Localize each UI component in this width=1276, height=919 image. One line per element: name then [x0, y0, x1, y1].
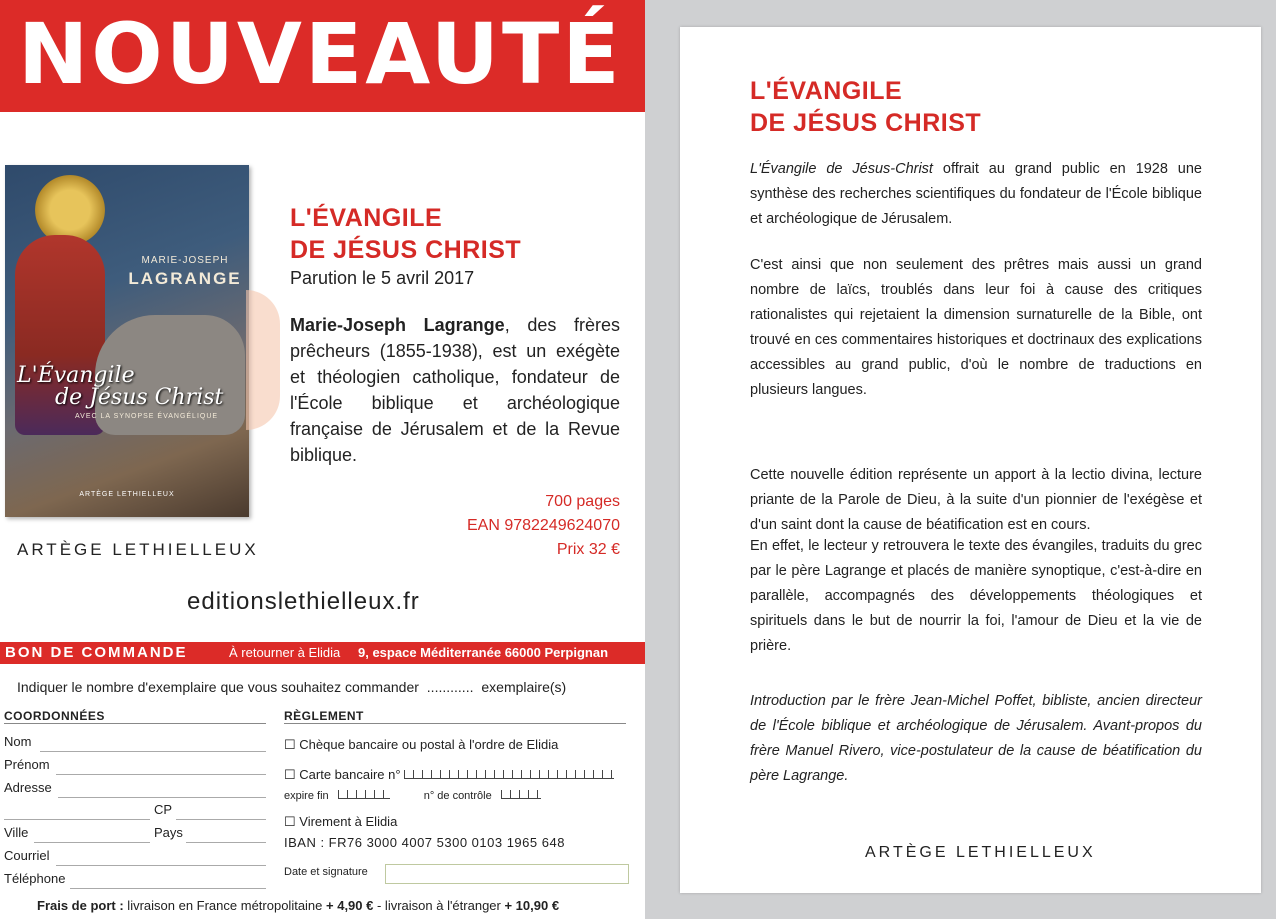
quantity-input[interactable]: ............ — [426, 679, 474, 695]
signature-field[interactable] — [385, 864, 629, 884]
adresse-field-line2[interactable] — [4, 818, 150, 820]
page-count: 700 pages — [545, 493, 620, 510]
paragraph-1 — [750, 157, 1202, 232]
publisher-logo-right: ARTÈGE LETHIELLEUX — [865, 844, 1096, 861]
cheque-option[interactable]: ☐ Chèque bancaire ou postal à l'ordre de Elidia — [284, 737, 559, 752]
controle-label: n° de contrôle — [423, 790, 492, 802]
frais-france: livraison en France métropolitaine — [123, 898, 327, 913]
author-name: Marie-Joseph Lagrange — [290, 315, 505, 335]
book-cover — [5, 165, 249, 517]
quantity-line — [17, 679, 566, 695]
coordonnees-heading: COORDONNÉES — [4, 709, 266, 724]
carte-option[interactable] — [284, 767, 614, 783]
frais-sep: - livraison à l'étranger — [373, 898, 505, 913]
author-bio: , des frères prêcheurs (1855-1938), est un exégète et théologien catholique, fondateur de l'École biblique et archéologique française de Jérusalem et de la Revue biblique. — [290, 315, 620, 465]
right-title — [750, 75, 981, 139]
paragraph-1-body: offrait au grand public en 1928 une synthèse des recherches scientifiques du fondateur de l'École biblique et archéologique de Jérusalem. — [750, 161, 1202, 227]
expiry-field[interactable] — [338, 790, 390, 799]
decorative-accent — [246, 290, 280, 430]
website-link[interactable]: editionslethielleux.fr — [187, 588, 420, 615]
reglement-heading: RÈGLEMENT — [284, 709, 626, 724]
ville-label: Ville — [4, 825, 29, 840]
nouveaute-banner — [0, 0, 645, 112]
cover-title-line1: L'Évangile — [17, 363, 135, 388]
prenom-field[interactable] — [56, 773, 266, 775]
telephone-label: Téléphone — [4, 871, 66, 886]
frais-label: Frais de port : — [37, 898, 124, 913]
expiry-row — [284, 790, 541, 802]
paragraph-5: Introduction par le frère Jean-Michel Poffet, bibliste, ancien directeur de l'École biblique et archéologique de Jérusalem. Avant-propos du frère Manuel Rivero, vice-postulateur de la cause de béatification du père Lagrange. — [750, 693, 1202, 784]
nom-field[interactable] — [40, 750, 266, 752]
shipping-fees — [37, 898, 559, 913]
paragraph-4: En effet, le lecteur y retrouvera le texte des évangiles, traduits du grec par le père Lagrange et placés de manière synoptique, c'est-à-dire en parallèle, accompagnés des développements théologiques et spirituels dans le but de nourrir la foi, l'amour de Dieu et la vie de prière. — [750, 538, 1202, 654]
banner-title: NOUVEAUTÉ — [18, 5, 623, 103]
quantity-label: Indiquer le nombre d'exemplaire que vous souhaitez commander — [17, 679, 419, 695]
right-title-line1: L'ÉVANGILE — [750, 77, 903, 105]
adresse-label: Adresse — [4, 780, 52, 795]
order-form-title: BON DE COMMANDE — [5, 644, 188, 661]
right-title-line2: DE JÉSUS CHRIST — [750, 109, 982, 137]
ville-field[interactable] — [34, 841, 150, 843]
expire-label: expire fin — [284, 790, 329, 802]
telephone-field[interactable] — [70, 887, 266, 889]
parution-date: Parution le 5 avril 2017 — [290, 268, 475, 288]
order-address: 9, espace Méditerranée 66000 Perpignan — [358, 645, 609, 660]
pays-field[interactable] — [186, 841, 266, 843]
publisher-logo: ARTÈGE LETHIELLEUX — [17, 540, 259, 559]
prenom-label: Prénom — [4, 757, 50, 772]
virement-option[interactable]: ☐ Virement à Elidia — [284, 814, 398, 829]
cover-publisher: ARTÈGE LETHIELLEUX — [79, 491, 175, 498]
frais-etranger-price: + 10,90 € — [504, 898, 560, 913]
book-title-line2: DE JÉSUS CHRIST — [290, 236, 522, 264]
signature-label: Date et signature — [284, 866, 368, 878]
cover-title-line2: de Jésus Christ — [55, 385, 224, 410]
courriel-field[interactable] — [56, 864, 266, 866]
card-number-field[interactable] — [404, 770, 614, 779]
pays-label: Pays — [154, 825, 183, 840]
cp-field[interactable] — [176, 818, 266, 820]
book-specs — [467, 490, 620, 562]
book-title — [290, 202, 521, 266]
book-title-line1: L'ÉVANGILE — [290, 204, 443, 232]
courriel-label: Courriel — [4, 848, 50, 863]
right-page — [680, 27, 1261, 893]
cover-author-first: MARIE-JOSEPH — [141, 255, 229, 266]
frais-france-price: + 4,90 € — [326, 898, 374, 913]
cp-label: CP — [154, 802, 173, 817]
ean-code: EAN 9782249624070 — [466, 517, 620, 534]
cvv-field[interactable] — [501, 790, 541, 799]
author-description — [290, 312, 620, 468]
iban-text: IBAN : FR76 3000 4007 5300 0103 1965 648 — [284, 835, 565, 850]
paragraph-1-title: L'Évangile de Jésus-Christ — [750, 161, 933, 177]
cover-subtitle: AVEC LA SYNOPSE ÉVANGÉLIQUE — [75, 413, 219, 420]
order-form-header — [0, 642, 645, 664]
price: Prix 32 € — [556, 541, 620, 558]
adresse-field[interactable] — [58, 796, 266, 798]
paragraph-3: Cette nouvelle édition représente un apport à la lectio divina, lecture priante de la Parole de Dieu, à la suite d'un pionnier de l'exégèse et d'un saint dont la cause de béatification est en cours. — [750, 467, 1202, 533]
nom-label: Nom — [4, 734, 32, 749]
cover-author-last: LAGRANGE — [128, 269, 242, 288]
quantity-suffix: exemplaire(s) — [481, 679, 567, 695]
order-return-label: À retourner à Elidia — [229, 645, 341, 660]
carte-label: ☐ Carte bancaire n° — [284, 767, 401, 782]
paragraph-2: C'est ainsi que non seulement des prêtres mais aussi un grand nombre de laïcs, troublés dans leur foi à cause des critiques rationalistes qui rejetaient la dimension surnaturelle de la Bible, ont trouvé en ces commentaires historiques et doctrinaux des explications accessibles au grand public, d'où le nombre de traductions en plusieurs langues. — [750, 257, 1202, 398]
